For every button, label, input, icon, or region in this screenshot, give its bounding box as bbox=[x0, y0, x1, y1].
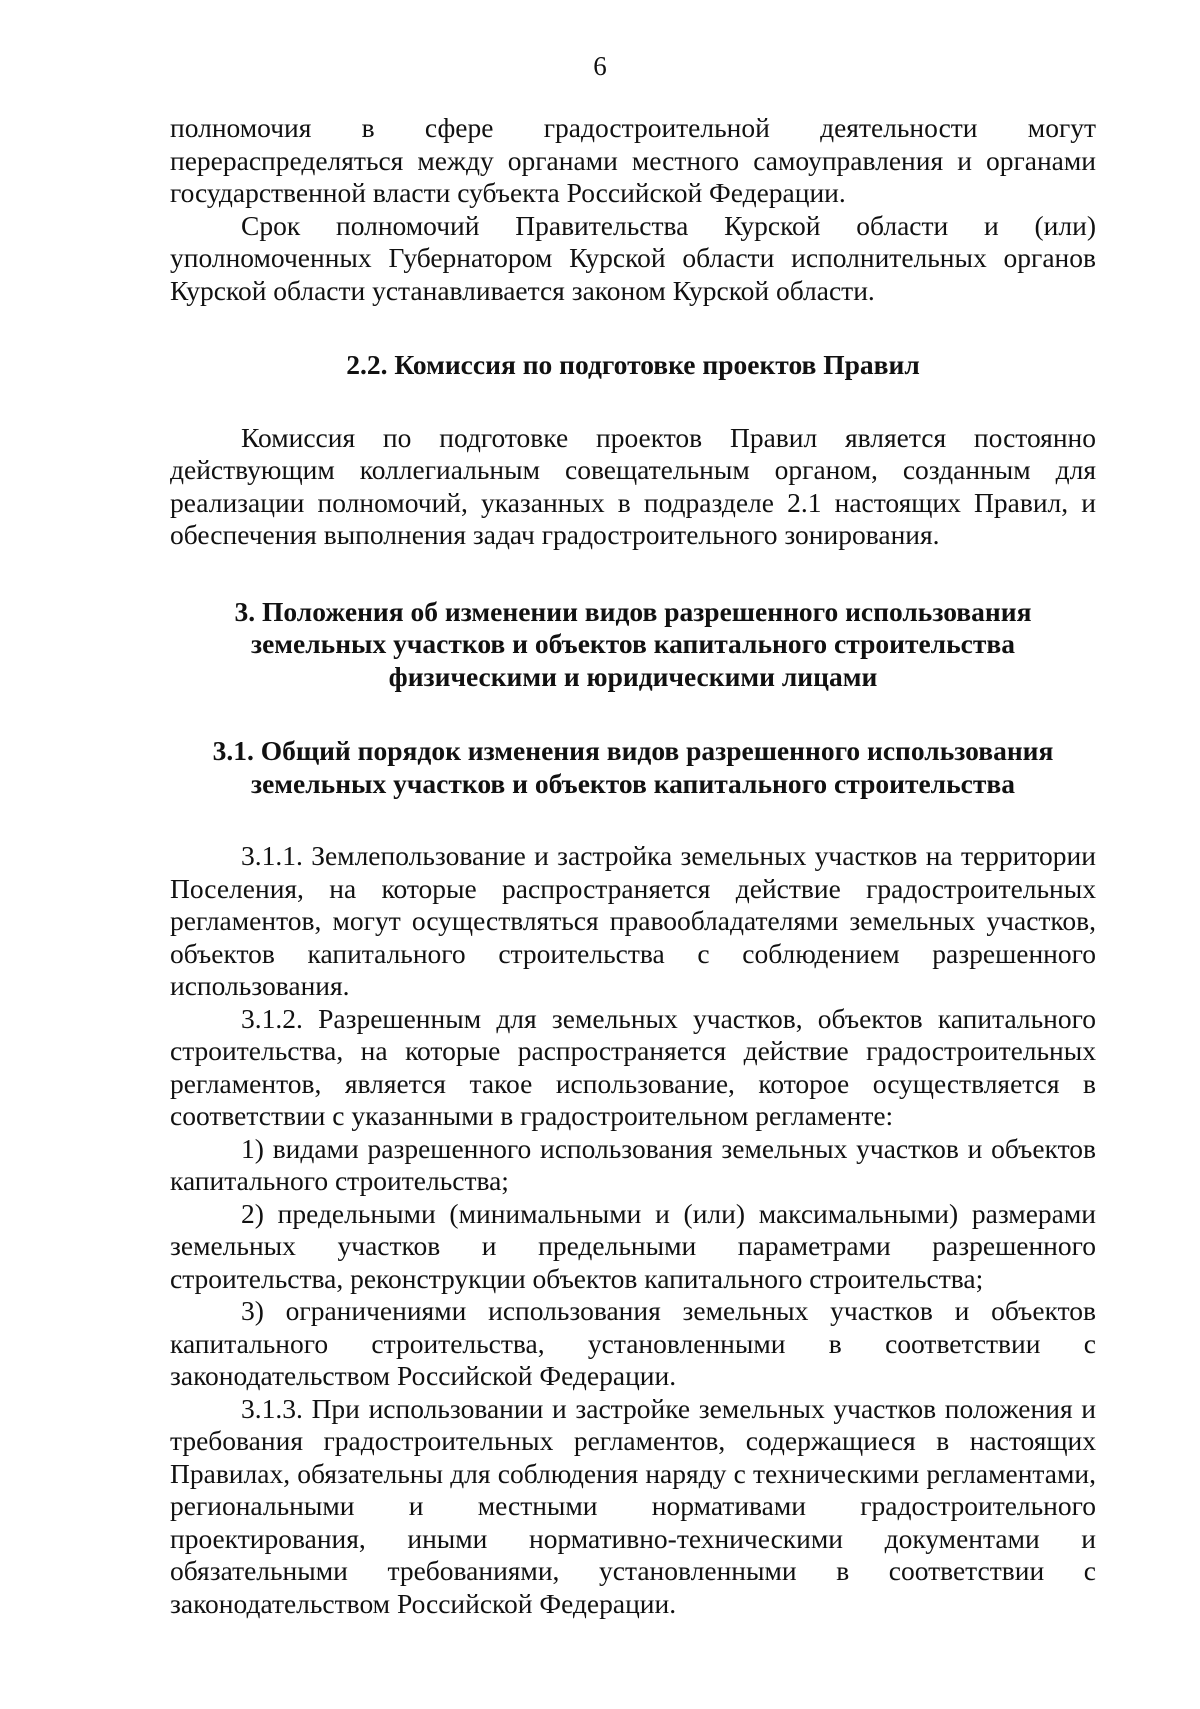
list-item-1: 1) видами разрешенного использования земельных участков и объектов капитального строительства; bbox=[170, 1132, 1096, 1196]
page-number: 6 bbox=[593, 51, 607, 81]
paragraph-term-of-powers: Срок полномочий Правительства Курской области и (или) уполномоченных Губернатором Курской области исполнительных органов Курской области устанавливается законом Курской области. bbox=[170, 209, 1096, 306]
paragraph-3-1-3: 3.1.3. При использовании и застройке земельных участков положения и требования градостроительных регламентов, содержащиеся в настоящих Правилах, обязательны для соблюдения наряду с техническими регламентами, региональными и местными нормативами градостроительного проектирования, иными нормативно-техническими документами и обязательными требованиями, установленными в соответствии с законодательством Российской Федерации. bbox=[170, 1392, 1096, 1619]
list-item-3: 3) ограничениями использования земельных участков и объектов капитального строительства, установленными в соответствии с законодательством Российской Федерации. bbox=[170, 1295, 1096, 1391]
section-3-1-heading-line-2: земельных участков и объектов капитального строительства bbox=[251, 767, 1015, 799]
section-3-1-heading-line-1: 3.1. Общий порядок изменения видов разрешенного использования bbox=[212, 735, 1054, 766]
section-3-heading-line-1: 3. Положения об изменении видов разрешенного использования bbox=[234, 595, 1032, 627]
section-2-2-heading: 2.2. Комиссия по подготовке проектов Правил bbox=[346, 349, 920, 380]
section-3-1-heading bbox=[170, 735, 1096, 800]
section-3-heading-line-2: земельных участков и объектов капитального строительства bbox=[251, 628, 1015, 659]
paragraph-3-1-1: 3.1.1. Землепользование и застройка земельных участков на территории Поселения, на которые распространяется действие градостроительных регламентов, могут осуществляться правообладателями земельных участков, объектов капитального строительства с соблюдением разрешенного использования. bbox=[170, 840, 1096, 1001]
paragraph-3-1-2: 3.1.2. Разрешенным для земельных участков, объектов капитального строительства, на которые распространяется действие градостроительных регламентов, является такое использование, которое осуществляется в соответствии с указанными в градостроительном регламенте: bbox=[170, 1002, 1096, 1131]
document-body bbox=[170, 112, 1096, 1620]
section-3-heading bbox=[170, 596, 1096, 694]
section-2-2-paragraph: Комиссия по подготовке проектов Правил является постоянно действующим коллегиальным совещательным органом, созданным для реализации полномочий, указанных в подразделе 2.1 настоящих Правил, и обеспечения выполнения задач градостроительного зонирования. bbox=[170, 421, 1096, 550]
section-3-heading-line-3: физическими и юридическими лицами bbox=[388, 660, 878, 692]
list-item-2: 2) предельными (минимальными и (или) максимальными) размерами земельных участков и предельными параметрами разрешенного строительства, реконструкции объектов капитального строительства; bbox=[170, 1197, 1096, 1294]
paragraph-continuation: полномочия в сфере градостроительной деятельности могут перераспределяться между органами местного самоуправления и органами государственной власти субъекта Российской Федерации. bbox=[170, 112, 1096, 208]
